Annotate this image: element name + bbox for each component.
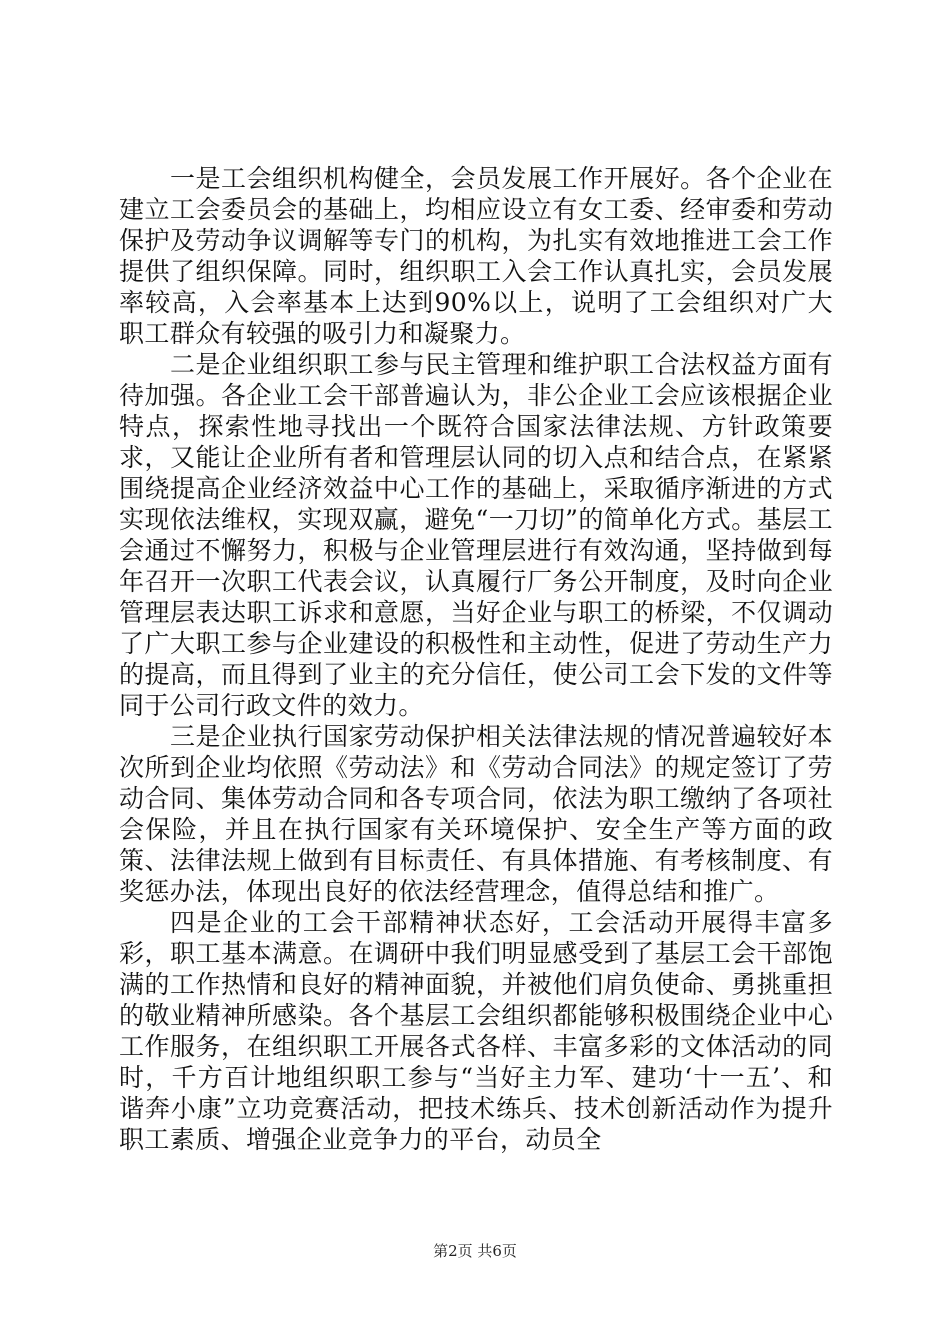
paragraph-4: 四是企业的工会干部精神状态好，工会活动开展得丰富多彩，职工基本满意。在调研中我们明显感受到了基层工会干部饱满的工作热情和良好的精神面貌，并被他们肩负使命、勇挑重担的敬业精神所感染。各个基层工会组织都能够积极围绕企业中心工作服务，在组织职工开展各式各样、丰富多彩的文体活动的同时，千方百计地组织职工参与“当好主力军、建功‘十一五’、和谐奔小康”立功竞赛活动，把技术练兵、技术创新活动作为提升职工素质、增强企业竞争力的平台，动员全: [119, 908, 833, 1154]
paragraph-1: 一是工会组织机构健全，会员发展工作开展好。各个企业在建立工会委员会的基础上，均相应设立有女工委、经审委和劳动保护及劳动争议调解等专门的机构，为扎实有效地推进工会工作提供了组织保障。同时，组织职工入会工作认真扎实，会员发展率较高，入会率基本上达到90%以上，说明了工会组织对广大职工群众有较强的吸引力和凝聚力。: [119, 164, 833, 348]
page-number-footer: 第2页 共6页: [433, 1242, 517, 1260]
document-body: [119, 163, 833, 1155]
paragraph-2: 二是企业组织职工参与民主管理和维护职工合法权益方面有待加强。各企业工会干部普遍认为，非公企业工会应该根据企业特点，探索性地寻找出一个既符合国家法律法规、方针政策要求，又能让企业所有者和管理层认同的切入点和结合点，在紧紧围绕提高企业经济效益中心工作的基础上，采取循序渐进的方式实现依法维权，实现双赢，避免“一刀切”的简单化方式。基层工会通过不懈努力，积极与企业管理层进行有效沟通，坚持做到每年召开一次职工代表会议，认真履行厂务公开制度，及时向企业管理层表达职工诉求和意愿，当好企业与职工的桥梁，不仅调动了广大职工参与企业建设的积极性和主动性，促进了劳动生产力的提高，而且得到了业主的充分信任，使公司工会下发的文件等同于公司行政文件的效力。: [119, 350, 833, 720]
paragraph-3: 三是企业执行国家劳动保护相关法律法规的情况普遍较好本次所到企业均依照《劳动法》和《劳动合同法》的规定签订了劳动合同、集体劳动合同和各专项合同，依法为职工缴纳了各项社会保险，并且在执行国家有关环境保护、安全生产等方面的政策、法律法规上做到有目标责任、有具体措施、有考核制度、有奖惩办法，体现出良好的依法经营理念，值得总结和推广。: [119, 722, 833, 906]
